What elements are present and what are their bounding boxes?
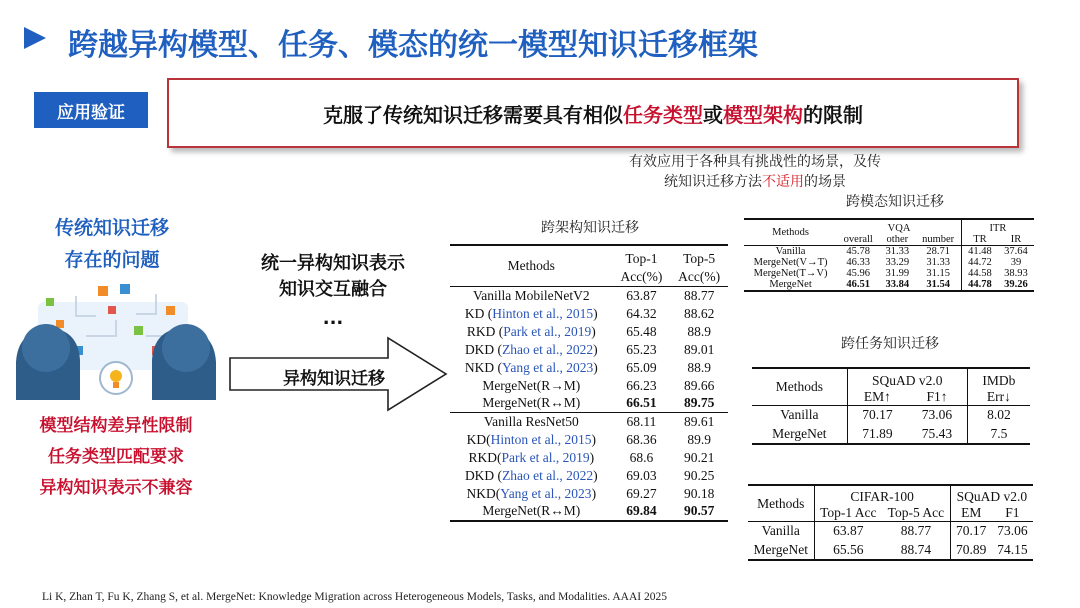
knowledge-transfer-illustration xyxy=(16,276,216,400)
col-header-top5-unit: Acc(%) xyxy=(678,269,721,285)
table-row xyxy=(450,431,728,449)
table-row xyxy=(450,359,728,377)
table-row xyxy=(450,467,728,485)
em-cell: 70.89 xyxy=(956,541,987,557)
number-cell: 28.71 xyxy=(915,246,961,258)
col-header-methods: Methods xyxy=(752,368,847,406)
cifar-squad-table xyxy=(748,484,1033,561)
tr-cell: 41.48 xyxy=(968,246,992,257)
citation-link: Park et al., 2019 xyxy=(503,323,592,339)
top1-cell: 65.23 xyxy=(626,341,657,357)
table-row xyxy=(450,341,728,359)
citation-link: Yang et al., 2023 xyxy=(501,359,594,375)
col-header-squad: SQuAD v2.0 xyxy=(847,368,967,389)
method-cell: NKD (Yang et al., 2023) xyxy=(464,359,598,375)
em-cell: 70.17 xyxy=(862,407,893,423)
col-header-imdb: IMDb xyxy=(982,373,1016,388)
table-row xyxy=(450,485,728,503)
table-row xyxy=(450,287,728,305)
method-cell: MergeNet(R↔M) xyxy=(482,395,581,411)
reference-citation: Li K, Zhan T, Fu K, Zhang S, et al. MergeNet: Knowledge Migration across Heterogeneous Models, Tasks, and Modalities. AAAI 2025 xyxy=(42,591,667,603)
overall-cell: 45.96 xyxy=(846,268,871,279)
col-header-em: EM↑ xyxy=(863,389,891,404)
top1-cell: 65.56 xyxy=(833,541,864,557)
citation-link: Zhao et al., 2022 xyxy=(502,467,594,483)
col-header-squad: SQuAD v2.0 xyxy=(956,489,1028,504)
tr-cell: 44.58 xyxy=(968,268,992,279)
col-header-cifar: CIFAR-100 xyxy=(814,485,950,505)
other-cell: 33.29 xyxy=(885,257,910,268)
headline-banner xyxy=(167,78,1019,148)
top5-cell: 88.77 xyxy=(882,522,950,541)
top5-cell: 90.57 xyxy=(683,503,715,518)
em-cell: 70.17 xyxy=(956,523,987,539)
col-header-other: other xyxy=(886,234,909,245)
table-row xyxy=(450,305,728,323)
col-header-top5: Top-5 xyxy=(683,251,716,267)
top5-cell: 89.9 xyxy=(687,431,711,447)
top5-cell: 88.62 xyxy=(683,305,715,321)
err-cell: 7.5 xyxy=(990,425,1008,441)
col-header-vqa: VQA xyxy=(837,219,961,234)
method-cell: MergeNet xyxy=(748,541,814,560)
method-cell: Vanilla xyxy=(748,522,814,541)
col-header-top5: Top-5 Acc xyxy=(882,505,950,522)
table-row xyxy=(450,395,728,413)
table-row xyxy=(752,425,1030,444)
other-cell: 31.33 xyxy=(885,246,910,257)
ir-cell: 39 xyxy=(1010,257,1022,268)
col-header-ir: IR xyxy=(1010,234,1022,245)
top1-cell: 65.09 xyxy=(626,359,657,375)
top5-cell: 90.25 xyxy=(683,467,715,483)
f1-cell: 73.06 xyxy=(997,523,1028,539)
method-cell: MergeNet xyxy=(769,279,812,290)
top5-cell: 88.74 xyxy=(882,541,950,560)
col-header-overall: overall xyxy=(843,234,873,245)
col-header-top1: Top-1 Acc xyxy=(820,505,877,520)
arch-table-caption: 跨架构知识迁移 xyxy=(541,220,639,236)
top1-cell: 69.03 xyxy=(626,467,657,483)
problem-heading-1: 传统知识迁移 xyxy=(54,217,169,239)
number-cell: 31.54 xyxy=(915,279,961,291)
top1-cell: 63.87 xyxy=(833,523,864,539)
table-row xyxy=(752,406,1030,425)
table-row xyxy=(450,377,728,395)
col-header-top1-unit: Acc(%) xyxy=(620,269,663,285)
banner-highlight-model: 模型架构 xyxy=(723,102,803,127)
top5-cell: 90.18 xyxy=(683,485,715,501)
top1-cell: 65.48 xyxy=(626,323,657,339)
method-cell: DKD (Zhao et al., 2022) xyxy=(464,341,598,357)
problem-item: 模型结构差异性限制 xyxy=(39,416,193,436)
top5-cell: 88.77 xyxy=(683,287,715,303)
table-row xyxy=(450,503,728,521)
citation-link: Yang et al., 2023 xyxy=(500,485,592,501)
method-line-2: 知识交互融合 xyxy=(279,279,387,300)
other-cell: 33.84 xyxy=(885,279,910,290)
top1-cell: 69.27 xyxy=(626,485,657,501)
top1-cell: 63.87 xyxy=(626,287,657,303)
top1-cell: 66.51 xyxy=(626,395,657,411)
method-cell: MergeNet(R→M) xyxy=(482,377,581,393)
method-line-3: ... xyxy=(322,308,344,329)
page-title: 跨越异构模型、任务、模态的统一模型知识迁移框架 xyxy=(68,28,758,63)
top5-cell: 89.66 xyxy=(683,377,715,393)
top5-cell: 89.75 xyxy=(683,395,715,411)
citation-link: Park et al., 2019 xyxy=(501,449,590,465)
col-header-top1: Top-1 xyxy=(625,251,658,267)
col-header-f1: F1↑ xyxy=(907,389,967,406)
method-cell: KD(Hinton et al., 2015) xyxy=(466,431,596,447)
other-cell: 31.99 xyxy=(885,268,910,279)
col-header-err: Err↓ xyxy=(986,389,1011,404)
citation-link: Hinton et al., 2015 xyxy=(490,431,592,447)
table-row xyxy=(450,449,728,467)
number-cell: 31.15 xyxy=(915,268,961,279)
method-line-1: 统一异构知识表示 xyxy=(261,253,405,274)
tr-cell: 44.78 xyxy=(968,279,992,290)
top1-cell: 68.6 xyxy=(629,449,654,465)
f1-cell: 74.15 xyxy=(997,541,1028,557)
section-tag: 应用验证 xyxy=(34,92,148,128)
note-highlight: 不适用 xyxy=(762,174,804,190)
method-cell: RKD(Park et al., 2019) xyxy=(468,449,595,465)
problem-item: 异构知识表示不兼容 xyxy=(39,478,193,498)
citation-link: Hinton et al., 2015 xyxy=(492,305,594,321)
top1-cell: 68.11 xyxy=(626,413,657,429)
method-cell: MergeNet(V→T) xyxy=(753,257,828,268)
ir-cell: 37.64 xyxy=(1004,246,1028,257)
overall-cell: 45.78 xyxy=(846,246,871,257)
banner-highlight-task: 任务类型 xyxy=(623,102,703,127)
banner-text-1: 克服了传统知识迁移需要具有相似 xyxy=(323,102,623,127)
table-row xyxy=(744,257,1034,268)
table-row xyxy=(744,246,1034,258)
top5-cell: 89.61 xyxy=(683,413,715,429)
col-header-itr: ITR xyxy=(989,223,1007,234)
note-line-2: 统知识迁移方法不适用的场景 xyxy=(664,174,846,190)
col-header-number: number xyxy=(915,234,961,246)
method-cell: KD (Hinton et al., 2015) xyxy=(464,305,598,321)
top5-cell: 90.21 xyxy=(683,449,715,465)
problem-list xyxy=(6,411,226,504)
method-cell: DKD (Zhao et al., 2022) xyxy=(464,467,598,483)
modal-table-caption: 跨模态知识迁移 xyxy=(846,194,944,210)
banner-text-3: 的限制 xyxy=(803,102,863,127)
method-cell: NKD(Yang et al., 2023) xyxy=(466,485,597,501)
ir-cell: 38.93 xyxy=(1004,268,1028,279)
method-cell: Vanilla xyxy=(775,246,806,257)
overall-cell: 46.33 xyxy=(846,257,871,268)
note-line-1: 有效应用于各种具有挑战性的场景，及传 xyxy=(629,154,881,170)
method-cell: RKD (Park et al., 2019) xyxy=(466,323,596,339)
citation-link: Zhao et al., 2022 xyxy=(502,341,594,357)
f1-cell: 75.43 xyxy=(907,425,967,444)
modal-table xyxy=(744,218,1034,292)
table-row xyxy=(450,323,728,341)
task-table xyxy=(752,367,1030,445)
method-cell: Vanilla ResNet50 xyxy=(483,413,579,429)
ir-cell: 39.26 xyxy=(1004,279,1028,290)
top1-cell: 68.36 xyxy=(626,431,657,447)
f1-cell: 73.06 xyxy=(907,406,967,425)
task-table-caption: 跨任务知识迁移 xyxy=(841,336,939,352)
top1-cell: 66.23 xyxy=(626,377,657,393)
method-cell: MergeNet(T→V) xyxy=(753,268,828,279)
top5-cell: 88.9 xyxy=(687,359,711,375)
method-cell: Vanilla MobileNetV2 xyxy=(473,287,590,303)
overall-cell: 46.51 xyxy=(846,279,871,290)
col-header-methods: Methods xyxy=(744,219,837,246)
problem-item: 任务类型匹配要求 xyxy=(48,447,184,467)
top1-cell: 64.32 xyxy=(626,305,657,321)
table-row xyxy=(744,279,1034,291)
col-header-methods: Methods xyxy=(450,245,613,287)
em-cell: 71.89 xyxy=(862,425,893,441)
scenario-note xyxy=(575,152,935,192)
err-cell: 8.02 xyxy=(987,407,1011,423)
problem-heading-2: 存在的问题 xyxy=(64,249,160,271)
table-row xyxy=(744,268,1034,279)
table-row xyxy=(748,522,1033,541)
top5-cell: 89.01 xyxy=(683,341,715,357)
title-arrow-icon xyxy=(24,27,46,49)
table-row xyxy=(748,541,1033,560)
arch-table xyxy=(450,244,728,522)
table-row xyxy=(450,413,728,431)
method-cell: MergeNet xyxy=(752,425,847,444)
col-header-methods: Methods xyxy=(748,485,814,522)
col-header-em: EM xyxy=(961,505,982,520)
arrow-label: 异构知识迁移 xyxy=(283,369,385,389)
banner-text-2: 或 xyxy=(703,102,723,127)
method-cell: Vanilla xyxy=(752,406,847,425)
top5-cell: 88.9 xyxy=(687,323,711,339)
tr-cell: 44.72 xyxy=(968,257,992,268)
col-header-f1: F1 xyxy=(1005,505,1020,520)
top1-cell: 69.84 xyxy=(626,503,657,518)
method-cell: MergeNet(R↔M) xyxy=(482,503,581,518)
number-cell: 31.33 xyxy=(915,257,961,268)
col-header-tr: TR xyxy=(973,234,987,245)
